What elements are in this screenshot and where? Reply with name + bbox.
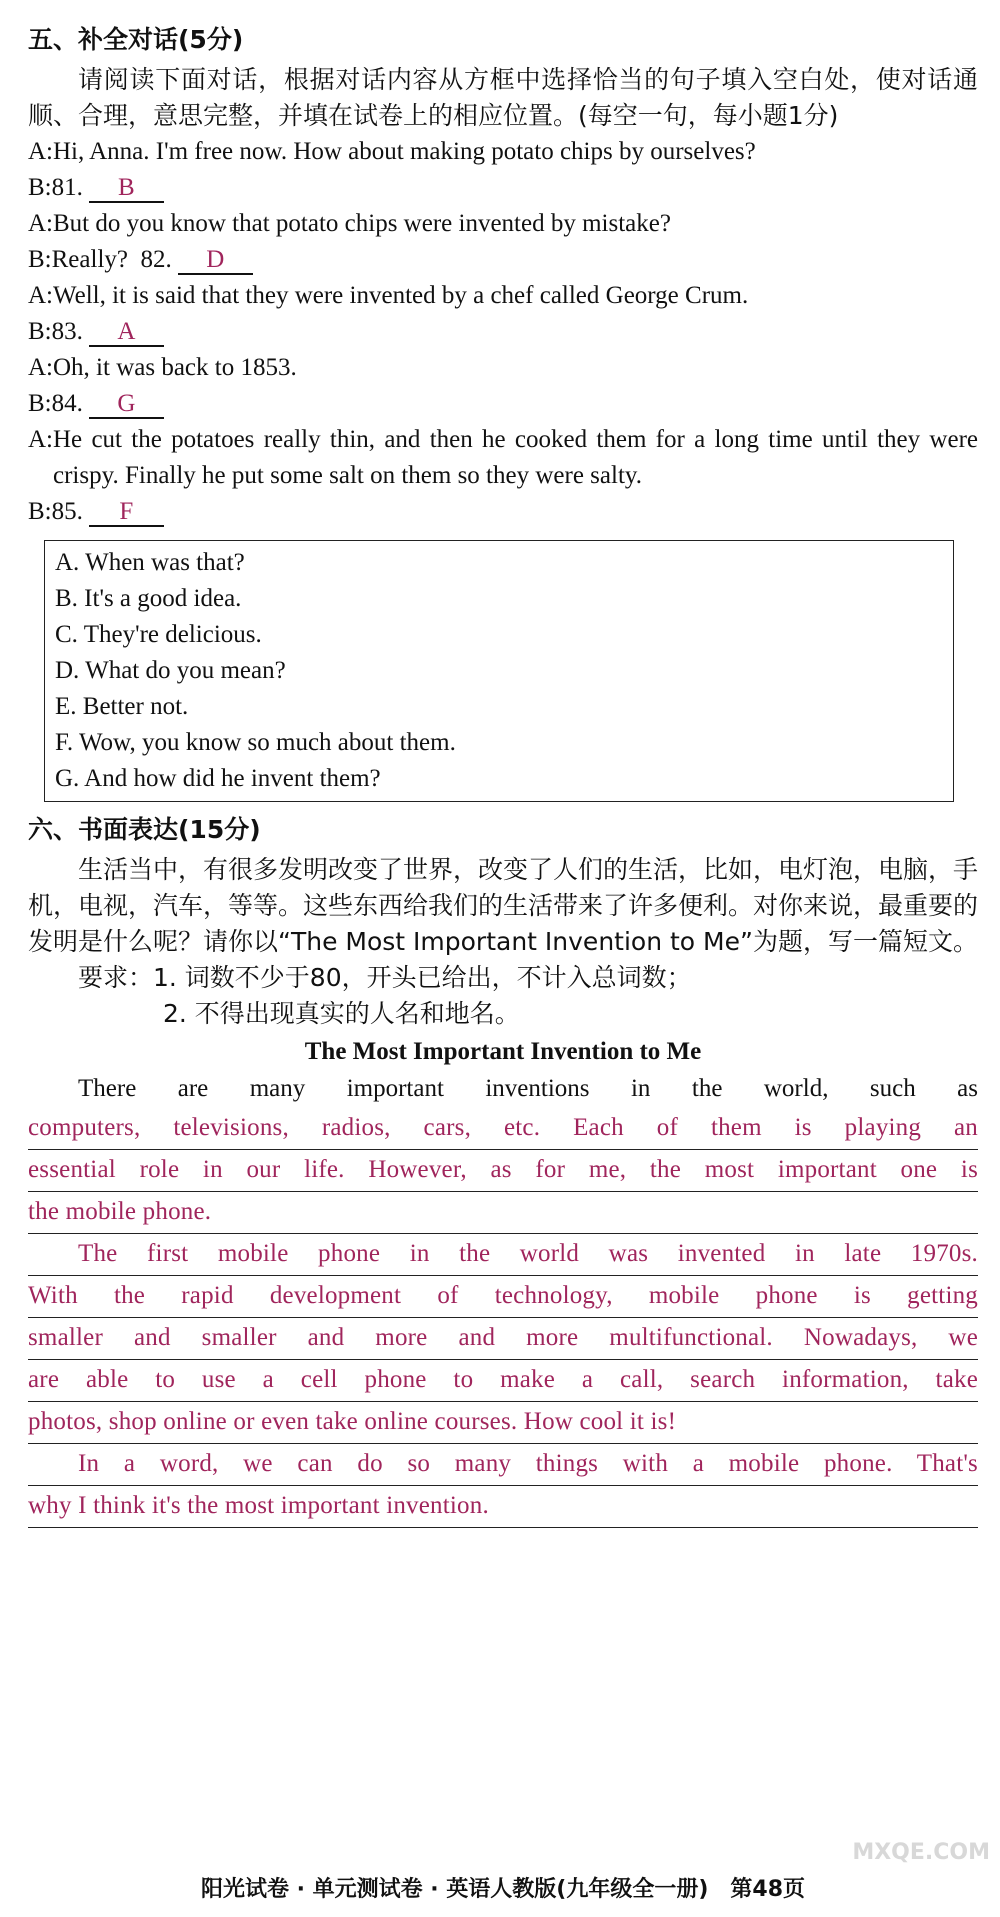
speaker-label: B: xyxy=(28,246,52,273)
handwritten-essay xyxy=(28,1108,978,1528)
dialogue-line xyxy=(28,278,978,314)
writing-line[interactable]: computers, televisions, radios, cars, etc. Each of them is playing an xyxy=(28,1108,978,1150)
option-f: F. Wow, you know so much about them. xyxy=(55,729,456,756)
question-number: 85. xyxy=(51,498,83,525)
option-b: B. It's a good idea. xyxy=(55,585,242,612)
answer-blank-85[interactable]: F xyxy=(89,499,164,527)
requirement-1: 要求：1. 词数不少于80，开头已给出，不计入总词数； xyxy=(78,963,692,992)
writing-line[interactable]: essential role in our life. However, as for me, the most important one is xyxy=(28,1150,978,1192)
speaker-label: B: xyxy=(28,390,52,417)
answer-blank-84[interactable]: G xyxy=(89,391,164,419)
dialogue-text: He cut the potatoes really thin, and then he cooked them for a long time until they were crispy. Finally he put some salt on them so they were salty. xyxy=(53,426,978,489)
page-number: 第48页 xyxy=(730,1877,806,1902)
options-box xyxy=(44,540,954,802)
dialogue-line xyxy=(28,386,978,422)
essay-title: The Most Important Invention to Me xyxy=(304,1038,702,1065)
option-a: A. When was that? xyxy=(55,549,245,576)
question-number: Really? 82. xyxy=(51,246,172,273)
section-6-prompt: 生活当中，有很多发明改变了世界，改变了人们的生活，比如，电灯泡，电脑，手机，电视，汽车，等等。这些东西给我们的生活带来了许多便利。对你来说，最重要的发明是什么呢？请你以“The Most Important Invention to Me”为题，写一篇短文。 xyxy=(28,855,979,956)
speaker-label: A: xyxy=(28,282,53,309)
dialogue-text: Well, it is said that they were invented by a chef called George Crum. xyxy=(53,282,749,309)
writing-line[interactable]: In a word, we can do so many things with a mobile phone. That's xyxy=(28,1444,978,1486)
speaker-label: A: xyxy=(28,426,53,453)
essay-opening: There are many important inventions in the world, such as xyxy=(78,1075,978,1102)
writing-line[interactable]: smaller and smaller and more and more multifunctional. Nowadays, we xyxy=(28,1318,978,1360)
requirement-2: 2. 不得出现真实的人名和地名。 xyxy=(163,999,520,1028)
question-number: 83. xyxy=(51,318,83,345)
dialogue-text: Oh, it was back to 1853. xyxy=(53,354,297,381)
speaker-label: A: xyxy=(28,210,53,237)
page-footer xyxy=(28,1872,978,1903)
speaker-label: A: xyxy=(28,354,53,381)
writing-line[interactable]: The first mobile phone in the world was invented in late 1970s. xyxy=(28,1234,978,1276)
dialogue-line xyxy=(28,206,978,242)
dialogue-line xyxy=(28,422,978,494)
answer-blank-82[interactable]: D xyxy=(178,247,253,275)
speaker-label: B: xyxy=(28,318,52,345)
writing-line[interactable]: photos, shop online or even take online courses. How cool it is! xyxy=(28,1402,978,1444)
writing-line[interactable]: why I think it's the most important invention. xyxy=(28,1486,978,1528)
dialogue-line xyxy=(28,350,978,386)
writing-line[interactable]: With the rapid development of technology, mobile phone is getting xyxy=(28,1276,978,1318)
worksheet-page xyxy=(28,22,978,1902)
writing-line[interactable]: are able to use a cell phone to make a call, search information, take xyxy=(28,1360,978,1402)
section-6-title: 六、书面表达(15分) xyxy=(28,815,261,844)
option-d: D. What do you mean? xyxy=(55,657,286,684)
dialogue-text: Hi, Anna. I'm free now. How about making potato chips by ourselves? xyxy=(53,138,756,165)
dialogue-line xyxy=(28,242,978,278)
dialogue-line xyxy=(28,494,978,530)
dialogue-text: But do you know that potato chips were invented by mistake? xyxy=(53,210,671,237)
option-c: C. They're delicious. xyxy=(55,621,262,648)
speaker-label: A: xyxy=(28,138,53,165)
option-g: G. And how did he invent them? xyxy=(55,765,381,792)
question-number: 84. xyxy=(51,390,83,417)
speaker-label: B: xyxy=(28,498,52,525)
section-5-title: 五、补全对话(5分) xyxy=(28,25,244,54)
option-e: E. Better not. xyxy=(55,693,189,720)
dialogue-line xyxy=(28,170,978,206)
speaker-label: B: xyxy=(28,174,52,201)
answer-blank-83[interactable]: A xyxy=(89,319,164,347)
dialogue xyxy=(28,134,978,530)
footer-title: 阳光试卷 · 单元测试卷 · 英语人教版(九年级全一册) xyxy=(200,1877,709,1902)
dialogue-line xyxy=(28,134,978,170)
watermark-logo: MXQE.COM xyxy=(852,1840,990,1865)
writing-line[interactable]: the mobile phone. xyxy=(28,1192,978,1234)
section-5-instruction: 请阅读下面对话，根据对话内容从方框中选择恰当的句子填入空白处，使对话通顺、合理，意思完整，并填在试卷上的相应位置。(每空一句，每小题1分) xyxy=(28,65,978,130)
question-number: 81. xyxy=(51,174,83,201)
dialogue-line xyxy=(28,314,978,350)
answer-blank-81[interactable]: B xyxy=(89,175,164,203)
